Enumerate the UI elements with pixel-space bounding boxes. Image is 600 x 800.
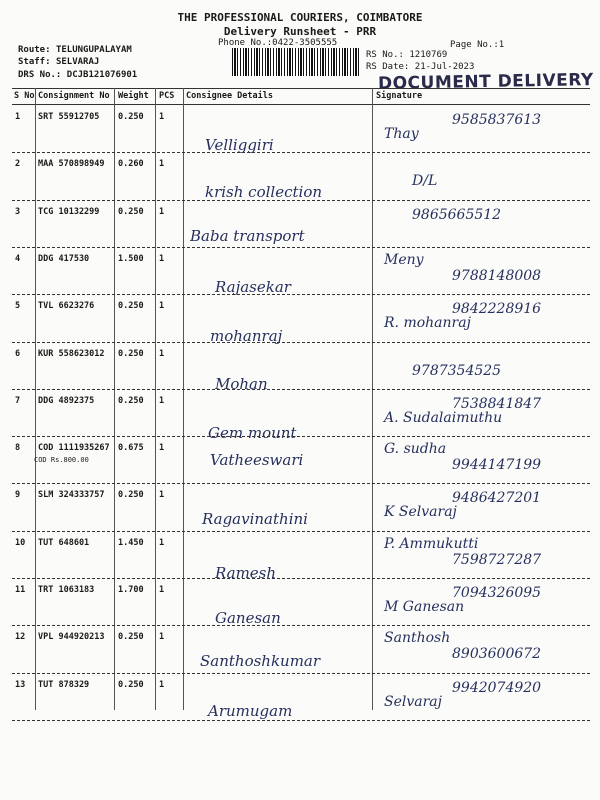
row-divider	[12, 625, 590, 626]
cod-amount: COD Rs.800.00	[34, 456, 89, 465]
col-divider	[372, 88, 373, 710]
row-divider	[12, 247, 590, 248]
consignee-name: Ramesh	[215, 563, 277, 582]
recipient-phone: 9486427201	[452, 490, 542, 507]
consignment-cell: KUR 558623012	[38, 348, 105, 359]
row-divider	[12, 389, 590, 390]
weight-cell: 1.500	[118, 253, 144, 264]
weight-cell: 0.675	[118, 443, 144, 454]
recipient-signature: Selvaraj	[384, 693, 442, 710]
consignment-cell: TCG 10132299	[38, 206, 100, 217]
sno-cell: 2	[15, 159, 21, 170]
row-divider	[12, 483, 590, 484]
rs-date-value: 21-Jul-2023	[414, 62, 475, 72]
recipient-phone: 7094326095	[452, 585, 542, 601]
pcs-cell: 1	[159, 585, 165, 595]
recipient-phone: 9787354525	[412, 362, 502, 379]
consignee-name: Velliggiri	[205, 136, 274, 154]
sno-cell: 10	[15, 537, 26, 548]
sno-cell: 4	[15, 253, 21, 264]
pcs-cell: 1	[159, 537, 165, 548]
weight-cell: 0.250	[118, 206, 144, 217]
consignee-name: Gem mount	[208, 423, 297, 442]
consignee-name: krish collection	[205, 183, 323, 202]
recipient-phone: 9585837613	[452, 112, 542, 128]
staff-value: SELVARAJ	[55, 57, 100, 67]
row-divider	[12, 673, 590, 674]
consignee-name: Arumugam	[208, 701, 293, 720]
recipient-signature: A. Sudalaimuthu	[384, 409, 503, 426]
weight-cell: 0.250	[118, 301, 144, 312]
pcs-cell: 1	[159, 159, 165, 170]
sno-cell: 3	[15, 206, 21, 217]
recipient-signature: P. Ammukutti	[384, 535, 479, 552]
drs-label: DRS No.:	[18, 70, 62, 80]
consignment-cell: TUT 648601	[38, 537, 90, 548]
recipient-phone: 7598727287	[452, 551, 542, 568]
col-divider	[183, 88, 184, 710]
consignment-cell: MAA 570898949	[38, 159, 105, 170]
col-signature: Signature	[376, 91, 423, 101]
pcs-cell: 1	[159, 301, 165, 312]
consignment-cell: VPL 944920213	[38, 632, 105, 643]
col-sno: S No	[14, 91, 35, 101]
sno-cell: 5	[15, 301, 21, 312]
consignee-name: mohanraj	[210, 327, 283, 346]
drs-value: DCJB121076901	[66, 70, 138, 80]
document-delivery-stamp: DOCUMENT DELIVERY	[377, 70, 594, 94]
consignee-name: Vatheeswari	[210, 451, 304, 470]
consignment-cell: TUT 878329	[38, 679, 90, 690]
consignee-name: Ganesan	[215, 609, 281, 627]
sno-cell: 6	[15, 348, 21, 359]
row-divider	[12, 294, 590, 295]
staff-row	[18, 57, 99, 67]
weight-cell: 1.450	[118, 537, 144, 548]
col-consignee: Consignee Details	[186, 91, 273, 101]
consignment-cell: DDG 417530	[38, 253, 90, 264]
page-number: Page No.:1	[450, 40, 505, 50]
col-divider	[114, 88, 115, 710]
row-divider	[12, 720, 590, 721]
table-top-rule	[12, 88, 590, 89]
weight-cell: 0.250	[118, 112, 144, 122]
row-divider	[12, 152, 590, 153]
recipient-phone: 7538841847	[452, 395, 542, 412]
recipient-signature: R. mohanraj	[384, 315, 471, 332]
recipient-phone: 9842228916	[452, 301, 542, 318]
weight-cell: 0.250	[118, 348, 144, 359]
consignee-name: Santhoshkumar	[200, 652, 321, 671]
staff-label: Staff:	[18, 57, 51, 67]
row-divider	[12, 578, 590, 579]
recipient-signature: M Ganesan	[384, 599, 465, 615]
route-row	[18, 45, 132, 55]
consignee-name: Mohan	[215, 374, 268, 393]
consignee-name: Baba transport	[190, 226, 305, 245]
document-title: Delivery Runsheet - PRR	[223, 25, 377, 38]
weight-cell: 1.700	[118, 585, 144, 595]
recipient-phone: 9788148008	[452, 267, 542, 284]
consignment-cell: SRT 55912705	[38, 112, 100, 122]
weight-cell: 0.250	[118, 632, 144, 643]
row-divider	[12, 342, 590, 343]
phone-number: Phone No.:0422-3505555	[218, 38, 338, 48]
weight-cell: 0.250	[118, 395, 144, 406]
col-pcs: PCS	[159, 91, 175, 101]
rs-date-row	[366, 62, 474, 72]
weight-cell: 0.260	[118, 159, 144, 170]
pcs-cell: 1	[159, 112, 165, 122]
consignment-cell: SLM 324333757	[38, 490, 105, 501]
table-header-rule	[12, 104, 590, 105]
route-label: Route:	[18, 45, 51, 55]
consignee-name: Rajasekar	[215, 277, 291, 296]
pcs-cell: 1	[159, 632, 165, 643]
pcs-cell: 1	[159, 679, 165, 690]
consignment-cell: TRT 1063183	[38, 585, 95, 595]
company-name: THE PROFESSIONAL COURIERS, COIMBATORE	[177, 11, 423, 24]
recipient-signature: K Selvaraj	[384, 504, 457, 521]
barcode	[232, 48, 360, 76]
sno-cell: 9	[15, 490, 21, 501]
consignee-name: Ragavinathini	[202, 510, 308, 529]
rs-no-label: RS No.:	[366, 50, 404, 60]
recipient-phone: 9865665512	[412, 206, 502, 223]
col-divider	[155, 88, 156, 710]
sno-cell: 1	[15, 112, 21, 122]
weight-cell: 0.250	[118, 679, 144, 690]
recipient-signature: Meny	[384, 251, 424, 268]
pcs-cell: 1	[159, 490, 165, 501]
sno-cell: 11	[15, 585, 26, 595]
row-divider	[12, 531, 590, 532]
recipient-signature: Thay	[384, 126, 419, 142]
row-divider	[12, 436, 590, 437]
sno-cell: 12	[15, 632, 26, 643]
col-divider	[35, 88, 36, 710]
pcs-cell: 1	[159, 395, 165, 406]
rs-no-value: 1210769	[409, 50, 448, 60]
recipient-signature: Santhosh	[384, 630, 451, 647]
rs-date-label: RS Date:	[366, 62, 410, 72]
route-value: TELUNGUPALAYAM	[55, 45, 132, 55]
weight-cell: 0.250	[118, 490, 144, 501]
col-consignment: Consignment No	[38, 91, 110, 101]
recipient-phone: 9942074920	[452, 679, 542, 696]
recipient-phone: D/L	[412, 173, 438, 190]
consignment-cell: TVL 6623276	[38, 301, 95, 312]
row-divider	[12, 200, 590, 201]
rs-no-row	[366, 50, 447, 60]
pcs-cell: 1	[159, 206, 165, 217]
sno-cell: 7	[15, 395, 21, 406]
recipient-phone: 8903600672	[452, 646, 542, 663]
recipient-signature: G. sudha	[384, 441, 447, 458]
consignment-cell: DDG 4892375	[38, 395, 95, 406]
pcs-cell: 1	[159, 348, 165, 359]
consignment-cell: COD 1111935267	[38, 443, 110, 454]
pcs-cell: 1	[159, 253, 165, 264]
recipient-phone: 9944147199	[452, 457, 542, 474]
sno-cell: 13	[15, 679, 26, 690]
pcs-cell: 1	[159, 443, 165, 454]
sno-cell: 8	[15, 443, 21, 454]
col-weight: Weight	[118, 91, 149, 101]
drs-row	[18, 70, 137, 80]
